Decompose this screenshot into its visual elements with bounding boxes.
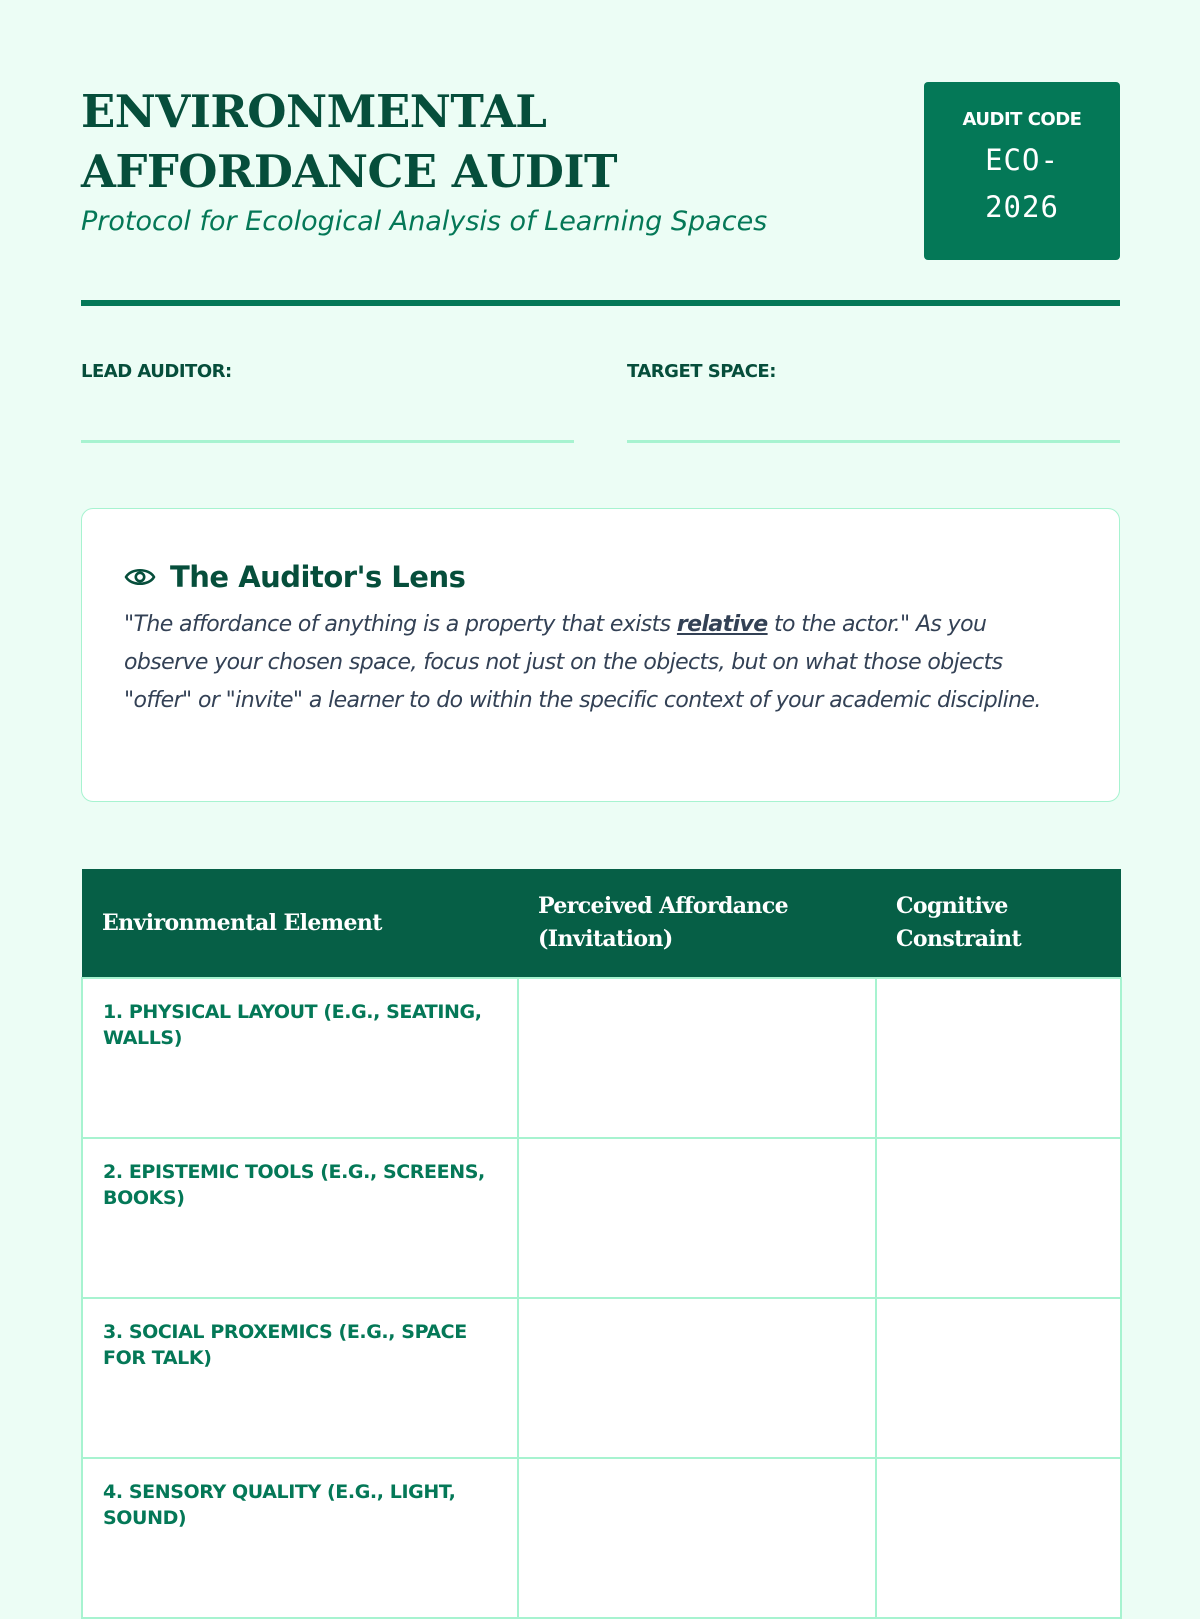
element-label: 1. PHYSICAL LAYOUT (E.G., SEATING, WALLS) <box>103 1001 482 1049</box>
page-header <box>81 82 1120 312</box>
audit-code-value: ECO-2026 <box>985 143 1059 224</box>
lens-title: The Auditor's Lens <box>170 560 466 594</box>
lens-text-after: to the actor." As you observe your chosen space, focus not just on the objects, but on what those objects "offer" or "invite" a learner to do within the specific context of your academic discipline. <box>124 612 1041 713</box>
table-row <box>82 1458 1121 1618</box>
constraint-entry-cell[interactable] <box>876 978 1121 1138</box>
page-subtitle: Protocol for Ecological Analysis of Learning Spaces <box>81 206 768 237</box>
eye-icon <box>124 565 156 589</box>
element-label: 4. SENSORY QUALITY (E.G., LIGHT, SOUND) <box>103 1481 456 1529</box>
element-cell <box>82 978 518 1138</box>
lens-text-before: "The affordance of anything is a property that exists <box>124 612 677 637</box>
element-label: 3. SOCIAL PROXEMICS (E.G., SPACE FOR TALK) <box>103 1321 467 1369</box>
audit-code-label: AUDIT CODE <box>962 109 1082 130</box>
page-title: ENVIRONMENTAL AFFORDANCE AUDIT <box>81 85 617 198</box>
element-cell <box>82 1458 518 1618</box>
constraint-entry-cell[interactable] <box>876 1298 1121 1458</box>
header-divider <box>81 300 1120 306</box>
element-cell <box>82 1298 518 1458</box>
header-perceived-affordance: Perceived Affordance (Invitation) <box>518 869 876 978</box>
lens-quote <box>124 606 1069 720</box>
auditors-lens-card <box>81 508 1120 802</box>
table-header-row <box>82 869 1121 978</box>
lens-heading <box>124 557 465 597</box>
header-environmental-element: Environmental Element <box>82 869 518 978</box>
constraint-entry-cell[interactable] <box>876 1138 1121 1298</box>
audit-table <box>81 869 1122 1619</box>
element-cell <box>82 1138 518 1298</box>
lead-auditor-input-line[interactable] <box>81 440 574 443</box>
target-space-field <box>627 360 1120 443</box>
table-row <box>82 1298 1121 1458</box>
element-label: 2. EPISTEMIC TOOLS (E.G., SCREENS, BOOKS) <box>103 1161 485 1209</box>
header-cognitive-constraint: Cognitive Constraint <box>876 869 1121 978</box>
affordance-entry-cell[interactable] <box>518 1298 876 1458</box>
affordance-entry-cell[interactable] <box>518 1458 876 1618</box>
affordance-entry-cell[interactable] <box>518 1138 876 1298</box>
table-row <box>82 978 1121 1138</box>
lens-emphasis: relative <box>676 612 768 637</box>
lead-auditor-field <box>81 360 574 443</box>
table-row <box>82 1138 1121 1298</box>
target-space-label: TARGET SPACE: <box>627 361 776 382</box>
constraint-entry-cell[interactable] <box>876 1458 1121 1618</box>
audit-code-badge <box>924 82 1120 260</box>
lead-auditor-label: LEAD AUDITOR: <box>81 361 232 382</box>
target-space-input-line[interactable] <box>627 440 1120 443</box>
affordance-entry-cell[interactable] <box>518 978 876 1138</box>
